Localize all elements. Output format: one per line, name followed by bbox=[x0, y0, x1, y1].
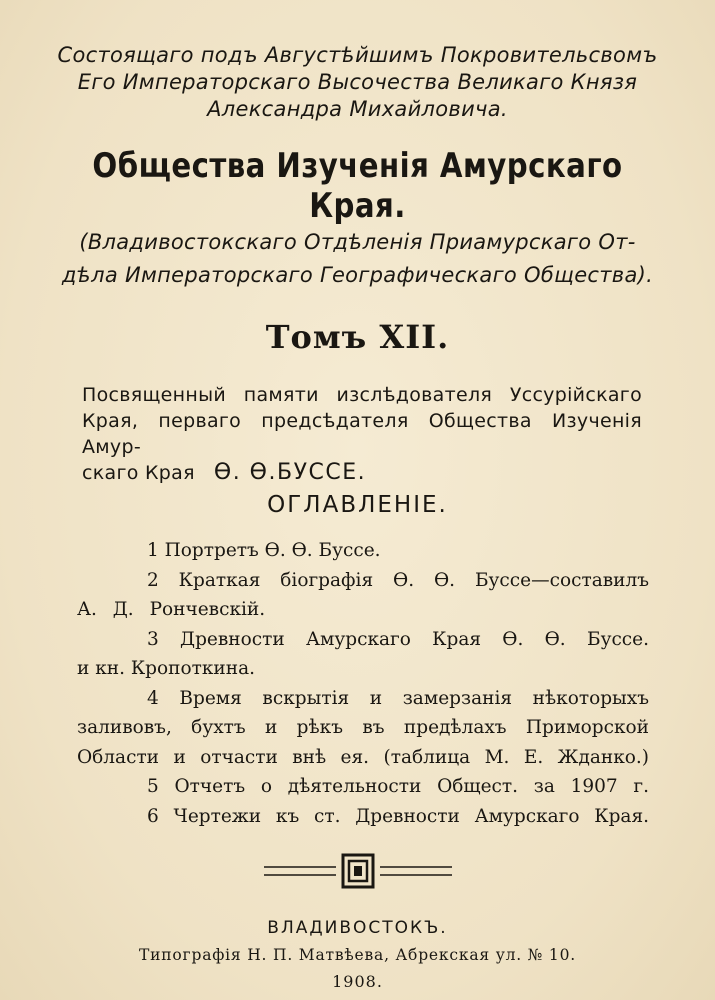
imprint-printer: Типографія Н. П. Матвѣева, Абрекская ул. № 10. bbox=[139, 946, 576, 964]
imprint-city: ВЛАДИВОСТОКЪ. bbox=[267, 918, 448, 938]
patron-line-1: Состоящаго подъ Августѣйшимъ Покровительсвомъ bbox=[57, 43, 658, 67]
dedication-line-1: Посвященный памяти изслѣдователя Уссурiйскаго bbox=[82, 384, 642, 406]
toc-item-3: 3 Древности Амурскаго Края Ѳ. Ѳ. Буссе. bbox=[147, 628, 649, 650]
society-title: Общества Изученія Амурскаго Края. bbox=[92, 146, 623, 226]
branch-line-1: (Владивостокскаго Отдѣленія Приамурскаго От- bbox=[79, 230, 636, 254]
toc-item-5: 5 Отчетъ о дѣятельности Общест. за 1907 г. bbox=[147, 776, 649, 797]
dedication-line-3 bbox=[82, 460, 642, 486]
patron-line-2: Его Императорскаго Высочества Великаго Князя bbox=[77, 70, 638, 94]
toc-item-3-cont: и кн. Кропоткина. bbox=[77, 658, 255, 679]
toc-item-2: 2 Краткая біографія Ѳ. Ѳ. Буссе—составилъ bbox=[147, 569, 649, 591]
divider-ornament-icon bbox=[264, 852, 452, 890]
toc-item-2-cont: А. Д. Рончевскій. bbox=[77, 599, 266, 620]
toc-item-4-cont-1: заливовъ, бухтъ и рѣкъ въ предѣлахъ Приморской bbox=[77, 717, 649, 738]
branch-statement bbox=[20, 226, 695, 292]
patron-statement bbox=[20, 42, 695, 123]
dedication-line-2: Края, перваго предсѣдателя Общества Изученія Амур- bbox=[82, 410, 642, 458]
volume-title: Томъ XII. bbox=[265, 318, 450, 356]
toc-heading: ОГЛАВЛЕНІЕ. bbox=[267, 492, 448, 518]
dedication-line-3-prefix: скаго Края bbox=[82, 462, 195, 484]
toc-item-1: 1 Портретъ Ѳ. Ѳ. Буссе. bbox=[147, 540, 381, 561]
toc-item-4-cont-2: Области и отчасти внѣ ея. (таблица М. Е. Жданко.) bbox=[77, 746, 649, 768]
toc-item-4: 4 Время вскрытія и замерзанія нѣкоторыхъ bbox=[147, 687, 649, 709]
dedication-name: Ѳ. Ѳ.БУССЕ. bbox=[213, 460, 367, 485]
table-of-contents bbox=[77, 536, 649, 831]
toc-item-6: 6 Чертежи къ ст. Древности Амурскаго Края. bbox=[147, 805, 649, 827]
patron-line-3: Александра Михайловича. bbox=[207, 97, 508, 121]
imprint-year: 1908. bbox=[332, 972, 383, 991]
branch-line-2: дѣла Императорскаго Географическаго Общества). bbox=[61, 263, 654, 287]
dedication bbox=[82, 382, 642, 486]
